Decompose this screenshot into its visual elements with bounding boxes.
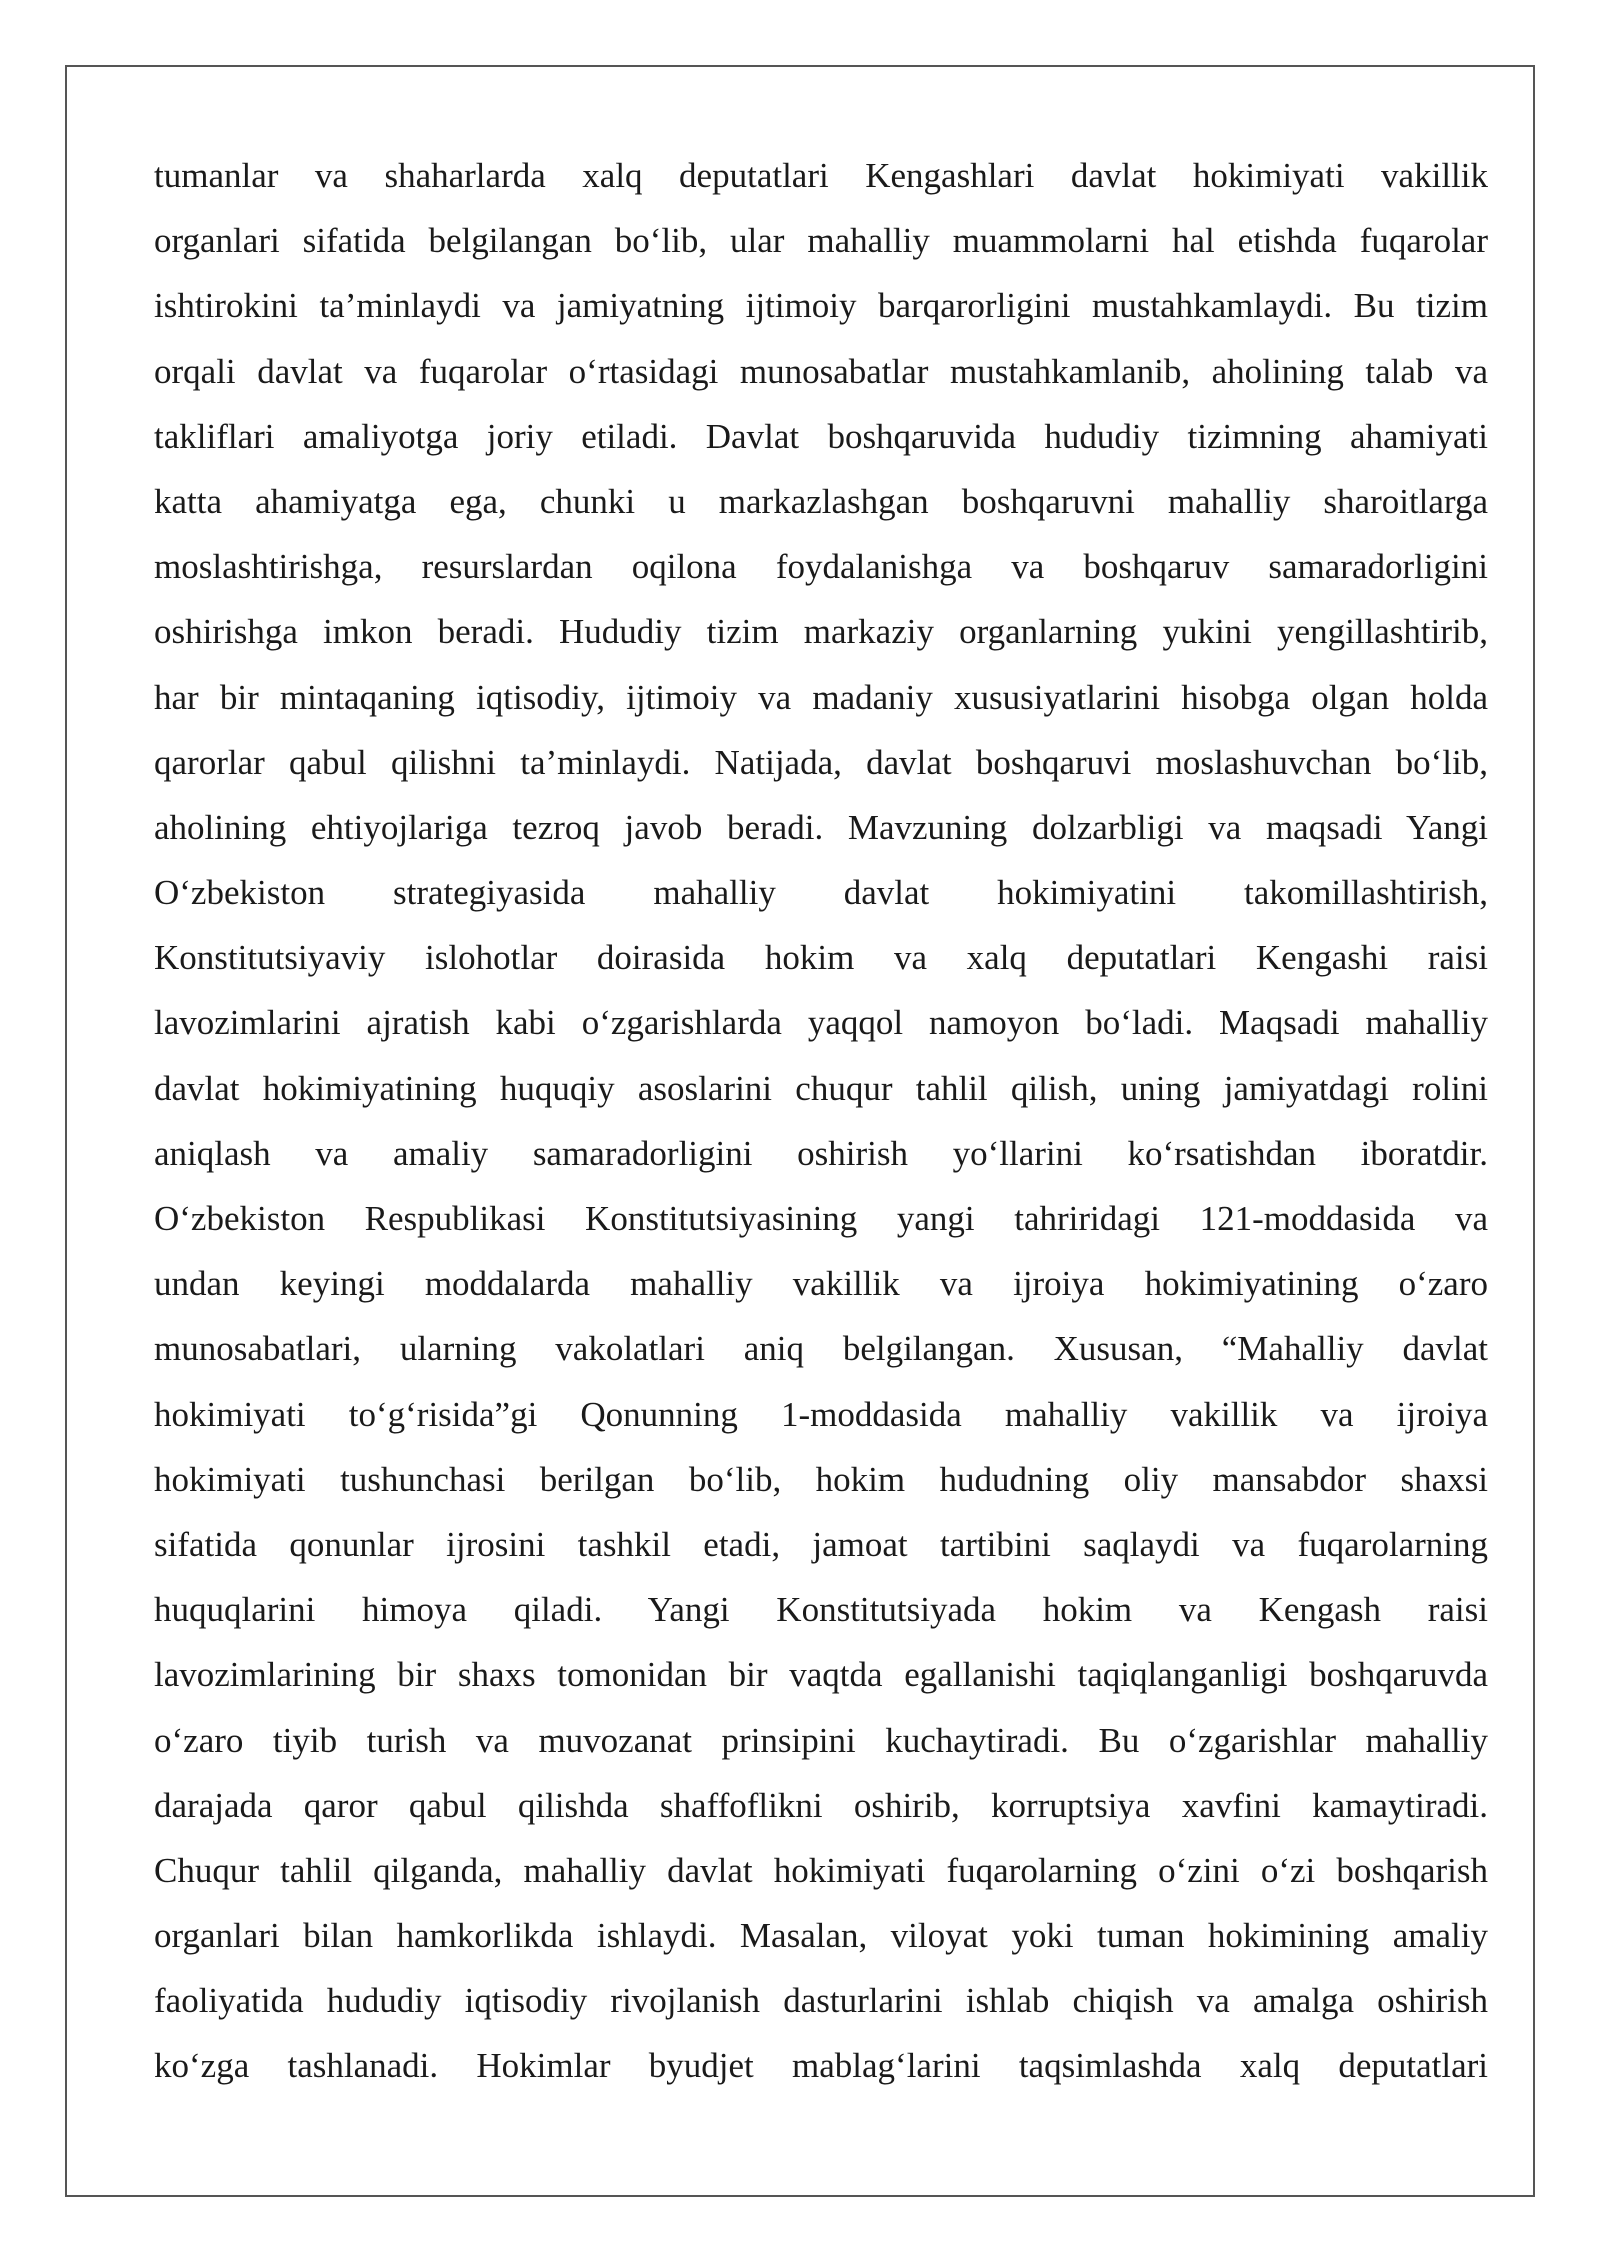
text-line: aniqlash va amaliy samaradorligini oshirish yo‘llarini ko‘rsatishdan iboratdir. [154,1133,1488,1173]
text-line: qarorlar qabul qilishni ta’minlaydi. Natijada, davlat boshqaruvi moslashuvchan bo‘lib, [154,742,1488,782]
text-line: o‘zaro tiyib turish va muvozanat prinsipini kuchaytiradi. Bu o‘zgarishlar mahalliy [154,1720,1488,1760]
text-line: O‘zbekiston strategiyasida mahalliy davlat hokimiyatini takomillashtirish, [154,873,1488,913]
text-line: orqali davlat va fuqarolar o‘rtasidagi munosabatlar mustahkamlanib, aholining talab va [154,351,1488,391]
text-line: katta ahamiyatga ega, chunki u markazlashgan boshqaruvni mahalliy sharoitlarga [154,481,1488,521]
text-line: tumanlar va shaharlarda xalq deputatlari Kengashlari davlat hokimiyati vakillik [154,156,1488,195]
text-line: takliflari amaliyotga joriy etiladi. Davlat boshqaruvida hududiy tizimning ahamiyati [154,416,1488,456]
text-line: munosabatlari, ularning vakolatlari aniq belgilangan. Xususan, “Mahalliy davlat [154,1329,1488,1369]
text-line: darajada qaror qabul qilishda shaffoflikni oshirib, korruptsiya xavfini kamaytiradi. [154,1785,1488,1825]
text-line: hokimiyati to‘g‘risida”gi Qonunning 1-moddasida mahalliy vakillik va ijroiya [154,1394,1488,1434]
text-line: har bir mintaqaning iqtisodiy, ijtimoiy va madaniy xususiyatlarini hisobga olgan holda [154,677,1488,717]
text-line: aholining ehtiyojlariga tezroq javob beradi. Mavzuning dolzarbligi va maqsadi Yangi [154,807,1488,847]
text-line: lavozimlarini ajratish kabi o‘zgarishlarda yaqqol namoyon bo‘ladi. Maqsadi mahalliy [154,1003,1488,1043]
text-line: oshirishga imkon beradi. Hududiy tizim markaziy organlarning yukini yengillashtirib, [154,612,1488,652]
text-line: huquqlarini himoya qiladi. Yangi Konstitutsiyada hokim va Kengash raisi [154,1590,1488,1630]
text-line: moslashtirishga, resurslardan oqilona foydalanishga va boshqaruv samaradorligini [154,547,1488,587]
text-line: ko‘zga tashlanadi. Hokimlar byudjet mablag‘larini taqsimlashda xalq deputatlari [154,2046,1488,2086]
text-line: organlari bilan hamkorlikda ishlaydi. Masalan, viloyat yoki tuman hokimining amaliy [154,1916,1488,1956]
text-line: hokimiyati tushunchasi berilgan bo‘lib, hokim hududning oliy mansabdor shaxsi [154,1459,1488,1499]
text-line: faoliyatida hududiy iqtisodiy rivojlanish dasturlarini ishlab chiqish va amalga oshirish [154,1981,1488,2021]
text-line: organlari sifatida belgilangan bo‘lib, ular mahalliy muammolarni hal etishda fuqarolar [154,221,1488,261]
text-line: sifatida qonunlar ijrosini tashkil etadi, jamoat tartibini saqlaydi va fuqarolarning [154,1524,1488,1564]
text-line: davlat hokimiyatining huquqiy asoslarini chuqur tahlil qilish, uning jamiyatdagi rolini [154,1068,1488,1108]
text-line: ishtirokini ta’minlaydi va jamiyatning ijtimoiy barqarorligini mustahkamlaydi. Bu tizim [154,286,1488,326]
text-line: O‘zbekiston Respublikasi Konstitutsiyasining yangi tahriridagi 121-moddasida va [154,1199,1488,1238]
body-paragraph [154,143,1488,2099]
text-line: Konstitutsiyaviy islohotlar doirasida hokim va xalq deputatlari Kengashi raisi [154,938,1488,978]
text-line: Chuqur tahlil qilganda, mahalliy davlat hokimiyati fuqarolarning o‘zini o‘zi boshqarish [154,1850,1488,1890]
text-line: undan keyingi moddalarda mahalliy vakillik va ijroiya hokimiyatining o‘zaro [154,1264,1488,1304]
text-line: lavozimlarining bir shaxs tomonidan bir vaqtda egallanishi taqiqlanganligi boshqaruvda [154,1655,1488,1695]
